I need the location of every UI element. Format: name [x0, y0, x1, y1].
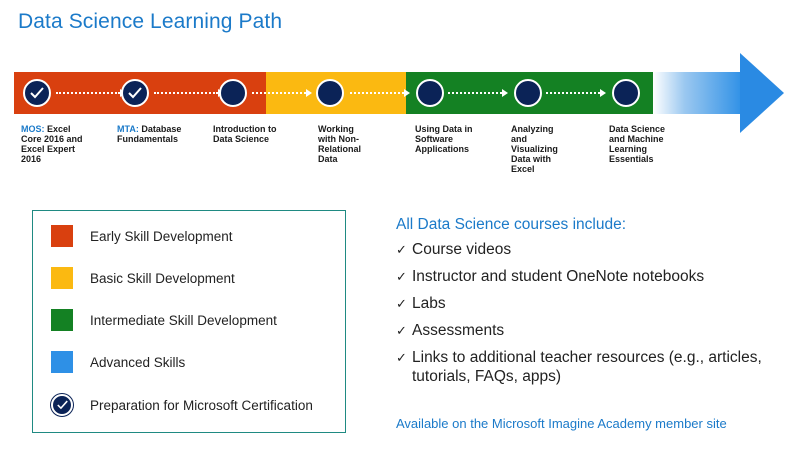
- checkmark-icon: ✓: [396, 323, 407, 338]
- green-swatch-icon: [51, 309, 73, 331]
- step-node-7: [612, 79, 640, 107]
- step-label-intro-data-science: Introduction to Data Science: [213, 124, 277, 144]
- legend-item-intermediate: Intermediate Skill Development: [51, 309, 277, 331]
- step-label-non-relational-data: Working with Non-Relational Data: [318, 124, 362, 164]
- includes-list: [396, 240, 776, 394]
- arrow-head-icon: [740, 53, 784, 133]
- step-node-4: [316, 79, 344, 107]
- connector-arrow: [448, 92, 502, 94]
- checkmark-icon: ✓: [396, 242, 407, 257]
- page-title: Data Science Learning Path: [18, 10, 283, 33]
- checkmark-icon: ✓: [396, 296, 407, 311]
- list-item: ✓ Assessments: [396, 322, 505, 339]
- connector-arrow: [252, 92, 306, 94]
- checkmark-icon: ✓: [396, 350, 407, 365]
- legend: [32, 210, 346, 433]
- step-label-machine-learning: Data Science and Machine Learning Essentials: [609, 124, 666, 164]
- connector-arrow: [350, 92, 404, 94]
- connector-arrow: [154, 92, 218, 94]
- step-node-2: [121, 79, 149, 107]
- red-swatch-icon: [51, 225, 73, 247]
- advanced-skill-segment: [653, 72, 743, 114]
- legend-item-certification: Preparation for Microsoft Certification: [51, 394, 313, 416]
- legend-item-advanced: Advanced Skills: [51, 351, 185, 373]
- legend-item-basic: Basic Skill Development: [51, 267, 235, 289]
- checkmark-icon: [30, 87, 44, 99]
- checkmark-icon: [128, 87, 142, 99]
- step-label-mta-database: MTA: Database Fundamentals: [117, 124, 182, 144]
- step-label-visualizing-excel: Analyzing and Visualizing Data with Excel: [511, 124, 558, 174]
- legend-item-early: Early Skill Development: [51, 225, 233, 247]
- list-item: ✓ Instructor and student OneNote notebooks: [396, 268, 705, 285]
- list-item: ✓ Links to additional teacher resources (e.g., articles, tutorials, FAQs, apps): [396, 349, 762, 385]
- step-node-3: [219, 79, 247, 107]
- step-label-mos-excel: MOS: Excel Core 2016 and Excel Expert 2016: [21, 124, 83, 164]
- step-label-software-applications: Using Data in Software Applications: [415, 124, 473, 154]
- includes-heading: All Data Science courses include:: [396, 216, 627, 233]
- checkmark-icon: [57, 400, 68, 410]
- step-node-6: [514, 79, 542, 107]
- connector-arrow: [56, 92, 120, 94]
- availability-note: Available on the Microsoft Imagine Academy member site: [396, 416, 727, 431]
- check-circle-icon: [51, 394, 73, 416]
- yellow-swatch-icon: [51, 267, 73, 289]
- list-item: ✓ Labs: [396, 295, 446, 312]
- blue-swatch-icon: [51, 351, 73, 373]
- step-node-5: [416, 79, 444, 107]
- checkmark-icon: ✓: [396, 269, 407, 284]
- list-item: ✓ Course videos: [396, 241, 512, 258]
- connector-arrow: [546, 92, 600, 94]
- step-node-1: [23, 79, 51, 107]
